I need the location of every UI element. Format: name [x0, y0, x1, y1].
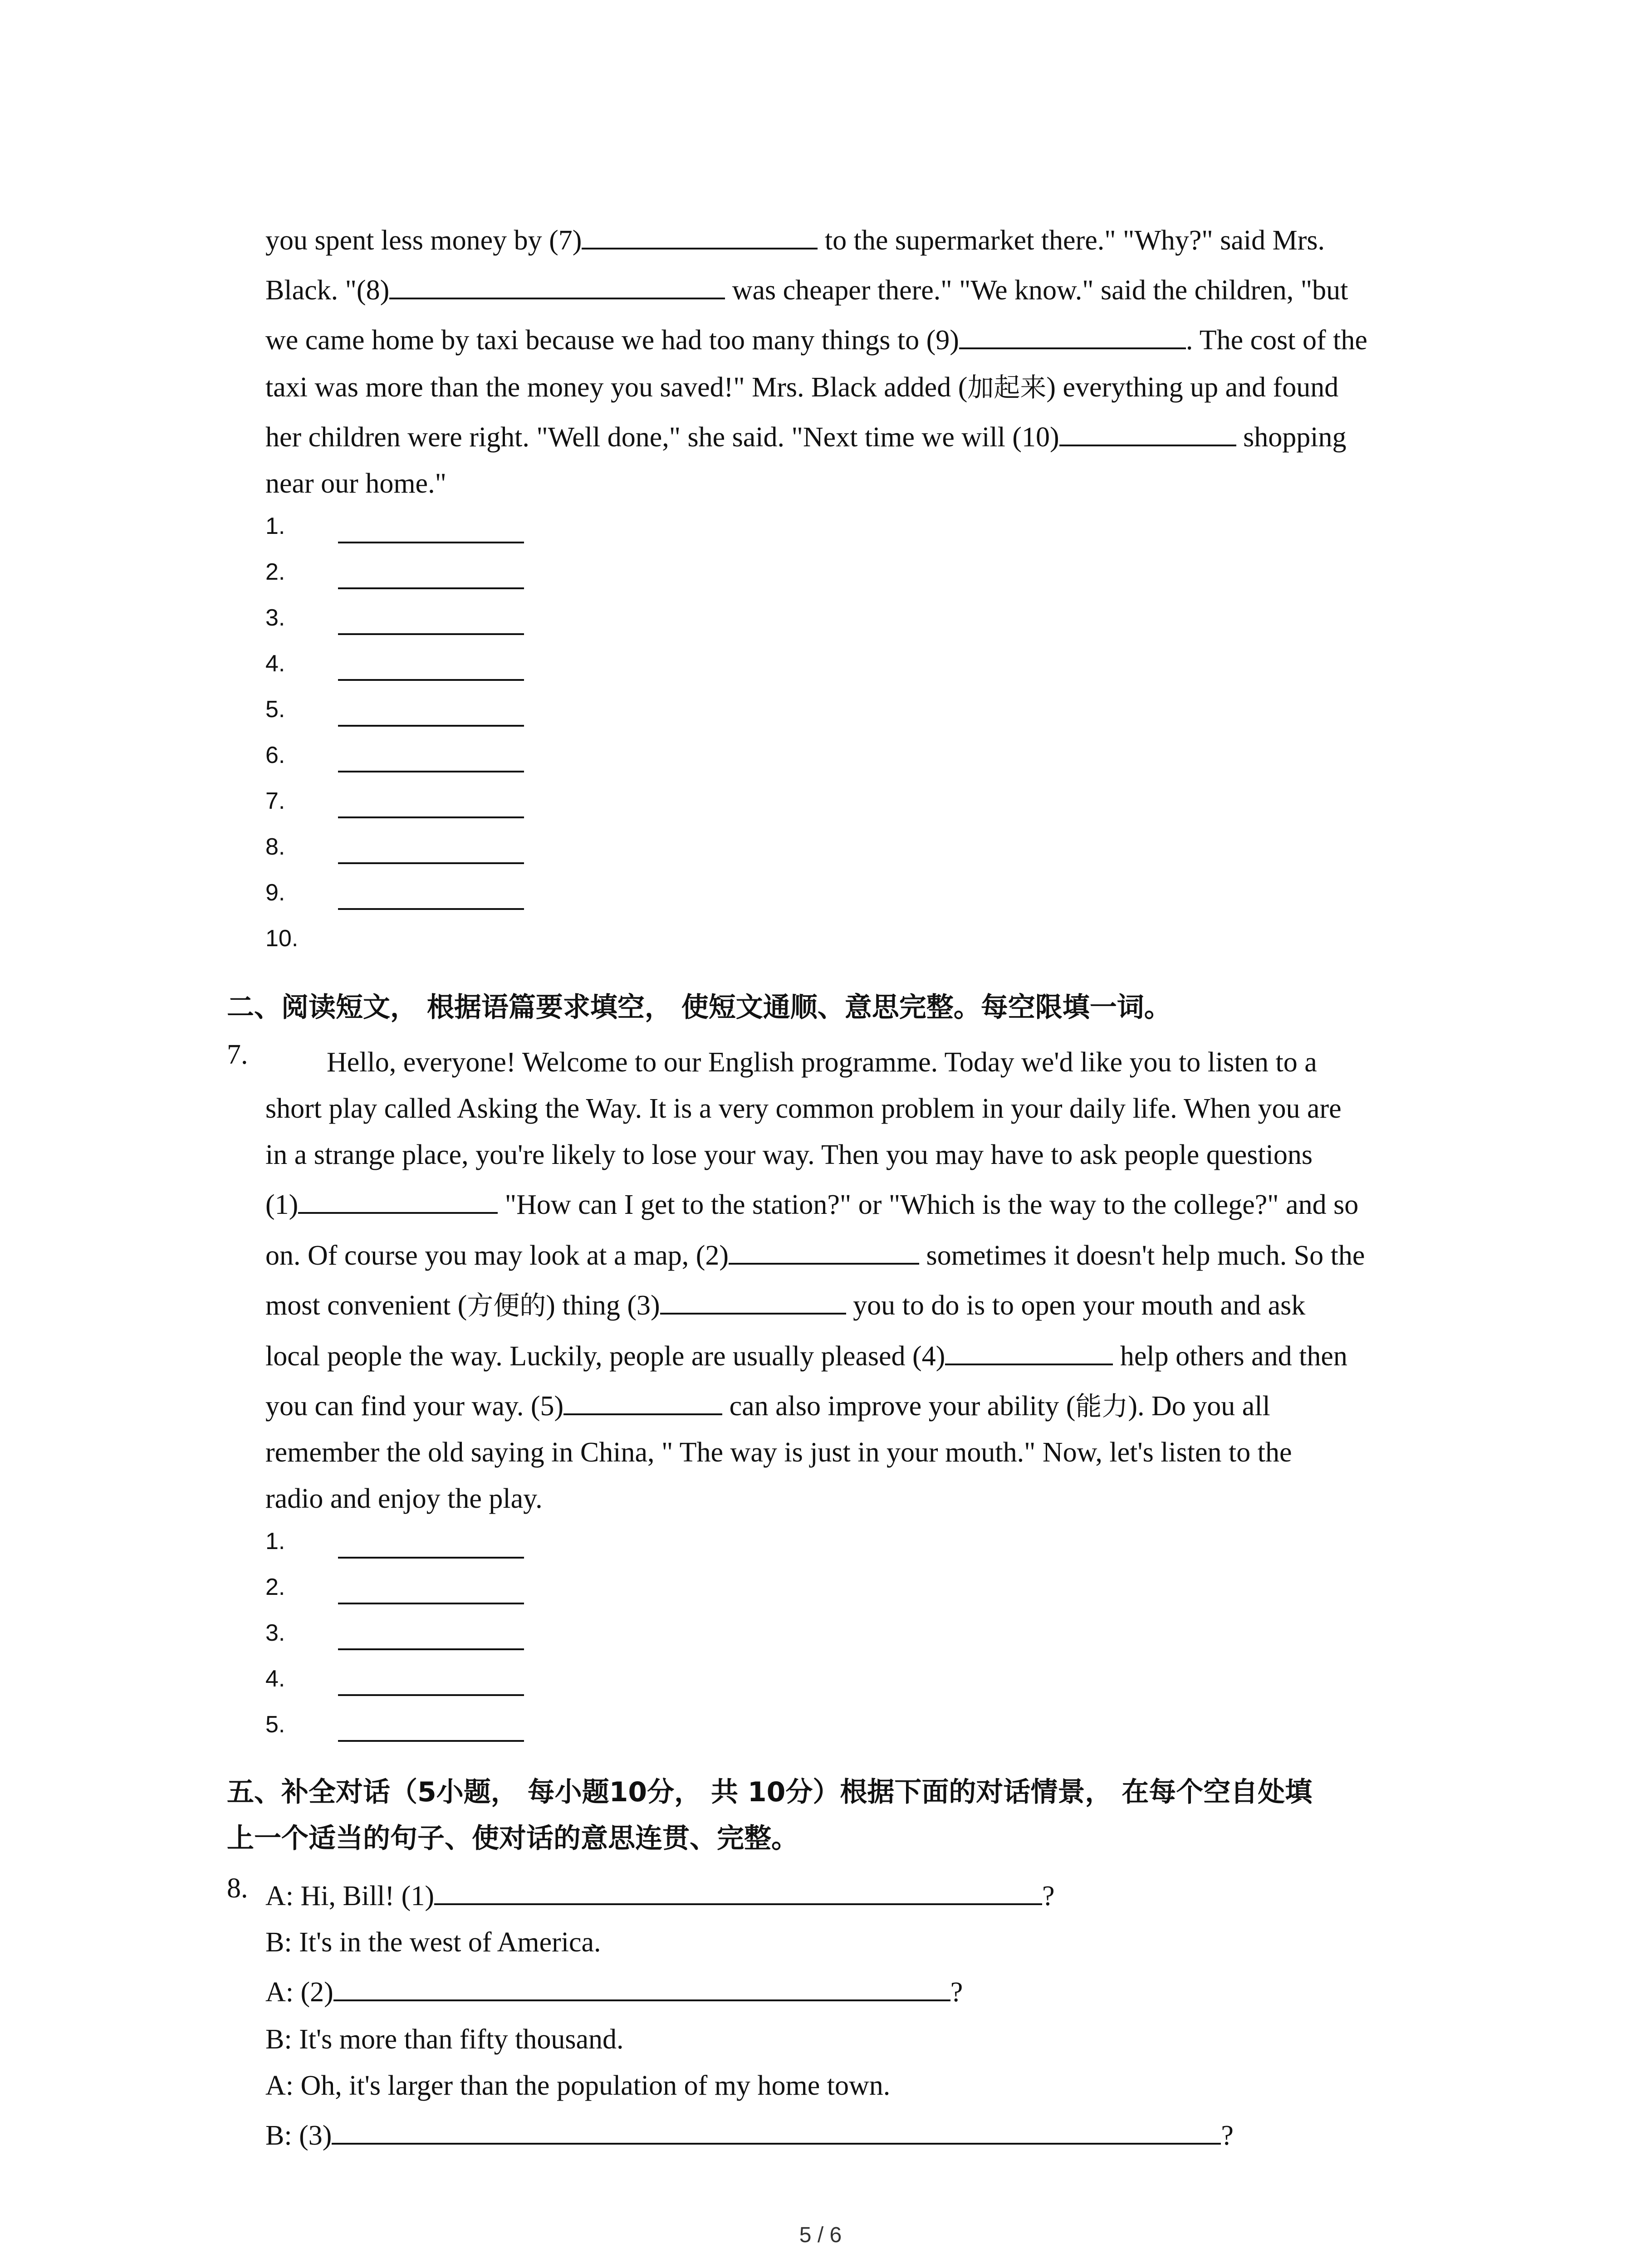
q8-blank-2[interactable] — [333, 1974, 950, 2001]
q7-line-4 — [265, 1181, 1454, 1228]
answer-number: 4. — [265, 1666, 285, 1692]
text: ). Do you all — [1128, 1391, 1270, 1422]
text: ) everything up and found — [1046, 372, 1339, 403]
answer-number: 2. — [265, 1574, 285, 1600]
text: you spent less money by (7) — [265, 225, 582, 256]
text: A: Hi, Bill! (1) — [265, 1881, 434, 1911]
text: A: (2) — [265, 1977, 333, 2008]
q7-line-6 — [265, 1282, 1454, 1329]
text: ? — [1042, 1881, 1055, 1911]
text: help others and then — [1113, 1341, 1347, 1372]
answer-line[interactable] — [338, 587, 524, 589]
answer-number: 7. — [265, 788, 285, 814]
q8-blank-1[interactable] — [434, 1878, 1042, 1905]
q8-blank-3[interactable] — [332, 2117, 1221, 2145]
chinese-gloss: 加起来 — [967, 372, 1047, 403]
text: you to do is to open your mouth and ask — [846, 1290, 1306, 1321]
section-2-heading: 二、阅读短文， 根据语篇要求填空， 使短文通顺、意思完整。每空限填一词。 — [227, 992, 1171, 1023]
blank-8[interactable] — [389, 272, 725, 299]
passage1-line-6 — [265, 460, 1454, 507]
q7-line-3: in a strange place, you're likely to lose your way. Then you may have to ask people questions — [265, 1139, 1313, 1170]
answer-line[interactable] — [338, 633, 524, 635]
q8-line-4: B: It's more than fifty thousand. — [265, 2024, 624, 2055]
q7-blank-4[interactable] — [945, 1338, 1113, 1365]
answer-line[interactable] — [338, 816, 524, 818]
text: to the supermarket there." "Why?" said Mrs. — [818, 225, 1325, 256]
answer-line[interactable] — [338, 1740, 524, 1742]
answer-number: 9. — [265, 880, 285, 906]
answer-number: 3. — [265, 605, 285, 631]
section-5-heading-line-2: 上一个适当的句子、使对话的意思连贯、完整。 — [227, 1823, 798, 1854]
text: can also improve your ability ( — [722, 1391, 1076, 1422]
answer-line[interactable] — [338, 1648, 524, 1650]
text: taxi was more than the money you saved!" Mrs. Black added ( — [265, 372, 968, 403]
q7-line-10: radio and enjoy the play. — [265, 1483, 543, 1514]
q7-blank-5[interactable] — [563, 1388, 722, 1415]
text: (1) — [265, 1189, 299, 1220]
text: on. Of course you may look at a map, (2) — [265, 1240, 729, 1271]
page-number: 5 / 6 — [799, 2223, 842, 2247]
q7-line-8 — [265, 1383, 1454, 1430]
text: sometimes it doesn't help much. So the — [919, 1240, 1365, 1271]
text: was cheaper there." "We know." said the children, "but — [725, 275, 1348, 306]
answer-line[interactable] — [338, 725, 524, 727]
q7-line-5 — [265, 1232, 1454, 1279]
q8-line-1 — [265, 1872, 1454, 1920]
q7-line-9: remember the old saying in China, " The way is just in your mouth." Now, let's listen to the — [265, 1437, 1292, 1468]
text: most convenient ( — [265, 1290, 467, 1321]
q8-line-2: B: It's in the west of America. — [265, 1927, 601, 1958]
answer-number: 8. — [265, 834, 285, 860]
text: ) thing (3) — [546, 1290, 660, 1321]
text: Black. "(8) — [265, 275, 390, 306]
text: . The cost of the — [1185, 325, 1367, 356]
answer-line[interactable] — [338, 679, 524, 681]
answer-number: 6. — [265, 742, 285, 768]
answer-line[interactable] — [338, 771, 524, 772]
q7-line-1: Hello, everyone! Welcome to our English programme. Today we'd like you to listen to a — [327, 1047, 1317, 1078]
passage1-line-3 — [265, 317, 1454, 364]
blank-7[interactable] — [582, 222, 818, 249]
q7-blank-1[interactable] — [298, 1187, 498, 1214]
text: shopping — [1236, 422, 1347, 453]
text: "How can I get to the station?" or "Which is the way to the college?" and so — [498, 1189, 1359, 1220]
answer-number: 5. — [265, 696, 285, 723]
q8-line-5: A: Oh, it's larger than the population of my home town. — [265, 2070, 891, 2101]
q7-blank-3[interactable] — [660, 1287, 846, 1315]
answer-number: 2. — [265, 559, 285, 585]
q7-blank-2[interactable] — [729, 1237, 919, 1265]
text: ? — [950, 1977, 963, 2008]
chinese-gloss: 能力 — [1075, 1391, 1128, 1422]
answer-number: 1. — [265, 513, 285, 539]
text: ? — [1221, 2120, 1234, 2151]
answer-line[interactable] — [338, 1557, 524, 1559]
answer-line[interactable] — [338, 1694, 524, 1696]
text: B: (3) — [265, 2120, 332, 2151]
chinese-gloss: 方便的 — [467, 1290, 546, 1321]
q7-line-7 — [265, 1333, 1454, 1380]
answer-number: 5. — [265, 1711, 285, 1738]
text: you can find your way. (5) — [265, 1391, 564, 1422]
answer-number: 1. — [265, 1528, 285, 1554]
answer-line[interactable] — [338, 542, 524, 543]
answer-number: 10. — [265, 925, 299, 952]
answer-number: 4. — [265, 650, 285, 677]
text: near our home." — [265, 468, 446, 499]
blank-10[interactable] — [1059, 419, 1236, 446]
question-8-number: 8. — [227, 1873, 248, 1904]
text: we came home by taxi because we had too many things to (9) — [265, 325, 959, 356]
answer-number: 3. — [265, 1620, 285, 1646]
question-7-number: 7. — [227, 1039, 248, 1070]
blank-9[interactable] — [959, 322, 1186, 349]
answer-line[interactable] — [338, 862, 524, 864]
q7-line-2: short play called Asking the Way. It is a very common problem in your daily life. When you are — [265, 1093, 1342, 1124]
passage1-line-2 — [265, 267, 1454, 314]
text: her children were right. "Well done," she said. "Next time we will (10) — [265, 422, 1059, 453]
passage1-line-4 — [265, 364, 1454, 411]
answer-line[interactable] — [338, 908, 524, 910]
passage1-line-5 — [265, 414, 1454, 461]
text: local people the way. Luckily, people are usually pleased (4) — [265, 1341, 945, 1372]
section-5-heading-line-1: 五、补全对话（5小题， 每小题10分， 共 10分）根据下面的对话情景， 在每个空自处填 — [227, 1776, 1313, 1808]
q8-line-3 — [265, 1969, 1454, 2016]
passage1-line-1 — [265, 217, 1454, 264]
q8-line-6 — [265, 2112, 1454, 2159]
answer-line[interactable] — [338, 1603, 524, 1604]
